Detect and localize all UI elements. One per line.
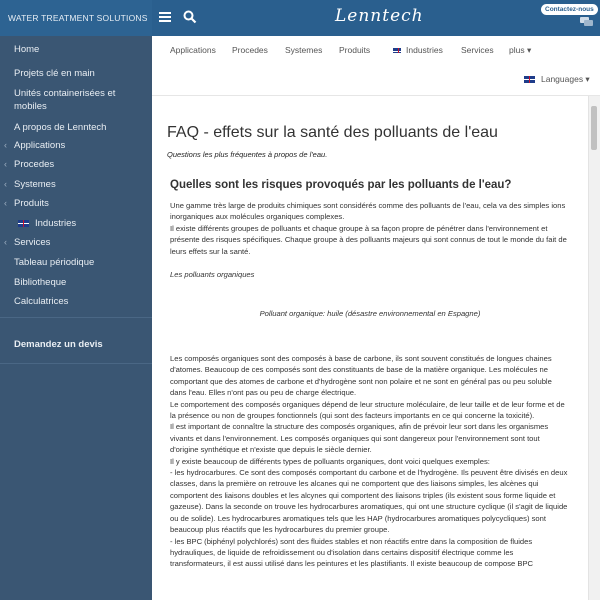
nav-more[interactable]: plus ▾ — [509, 45, 532, 55]
sidebar — [0, 36, 152, 600]
chat-icon[interactable] — [580, 17, 593, 27]
nav-applications[interactable]: Applications — [170, 45, 216, 55]
chevron-left-icon: ‹ — [4, 159, 7, 169]
page-title: FAQ - effets sur la santé des polluants de l'eau — [167, 124, 498, 141]
brand-tagline[interactable]: WATER TREATMENT SOLUTIONS — [0, 0, 152, 36]
sidebar-item-projets[interactable]: Projets clé en main — [14, 68, 95, 79]
top-navigation — [152, 36, 600, 96]
sidebar-item-systemes[interactable]: Systemes — [14, 179, 56, 190]
sidebar-item-industries[interactable] — [18, 217, 150, 230]
nav-systemes[interactable]: Systemes — [285, 45, 323, 55]
sidebar-item-procedes[interactable]: Procedes — [14, 159, 55, 170]
sidebar-divider — [0, 363, 152, 364]
nav-procedes[interactable]: Procedes — [232, 45, 268, 55]
uk-flag-icon — [393, 48, 401, 53]
chevron-left-icon: ‹ — [4, 198, 7, 208]
top-bar — [0, 0, 600, 36]
search-icon[interactable] — [183, 10, 197, 24]
image-caption: Polluant organique: huile (désastre environnemental en Espagne) — [259, 309, 481, 318]
uk-flag-icon — [18, 220, 29, 227]
sidebar-item-produits[interactable]: Produits — [14, 198, 49, 209]
nav-produits[interactable]: Produits — [339, 45, 371, 55]
sidebar-item-a-propos[interactable]: A propos de Lenntech — [14, 122, 107, 133]
sidebar-item-applications[interactable]: Applications — [14, 140, 66, 151]
chevron-left-icon: ‹ — [4, 237, 7, 247]
question-heading: Quelles sont les risques provoqués par les polluants de l'eau? — [170, 179, 512, 191]
menu-icon[interactable] — [159, 12, 171, 22]
language-label: Languages ▾ — [541, 74, 590, 84]
sidebar-item-calculatrices[interactable]: Calculatrices — [14, 296, 69, 307]
nav-label: Industries — [406, 45, 443, 55]
section-label: Les polluants organiques — [170, 270, 255, 279]
language-selector[interactable] — [524, 74, 590, 85]
chevron-left-icon: ‹ — [4, 140, 7, 150]
contact-button[interactable]: Contactez-nous — [541, 4, 598, 15]
sidebar-item-home[interactable]: Home — [14, 44, 40, 55]
page-subtitle: Questions les plus fréquentes à propos de l'eau. — [167, 150, 328, 159]
body-paragraph: Les composés organiques sont des composés à base de carbone, ils sont souvent constitués de longues chaines d'atomes. Beaucoup de ces composés sont des constituants de base de la matière organique. Les molécules ne comportant que des atomes de carbone et d'hydrogène sont non polaire et ne sont en général pas ou peu soluble dans l'eau. Elles n'ont pas ou peu de charge électrique. Le comportement des composés organiques dépend de leur structure moléculaire, de leur taille et de leur forme et de la présence ou non de groupes fonctionnels (qui sont des facteurs importants en ce qui concerne la toxicité). Il est important de connaître la structure des composés organiques, afin de prévoir leur sort dans les organismes vivants et dans l'environnement. Les composés organiques qui sont dangereux pour l'environnement sont tout d'origine synthétique et n'existe que depuis le siècle dernier. Il y existe beaucoup de différents types de polluants organiques, dont voici quelques exemples: - les hydrocarbures. Ce sont des composés comportant du carbone et de l'hydrogène. Ils peuvent être divisés en deux classes, dans la première on retrouve les alcanes qui ne comportent que des liaisons simples, les alcènes qui comportent des liaisons doubles et les alcynes qui comportent des liaisons triples (ils existent sous forme liquide et gazeuse). Dans la seconde on trouve les hydrocarbures aromatiques, qui ont une structure cyclique (il s'agit de liquide ou de solide). Les hydrocarbures aromatiques tels que les HAP (hydrocarbures aromatiques polycycliques) sont beaucoup plus réactifs que les hydrocarbures du premier groupe. - les BPC (biphényl polychlorés) sont des fluides stables et non réactifs entre dans la composition de fluides hydrauliques, de liquide de refroidissement ou d'isolation dans certains dispositif électrique comme les transformateurs, il est aussi utilisé dans les peintures et les plastifiants. Il existe beaucoup de compose BPC — [170, 354, 568, 569]
sidebar-item-bibliotheque[interactable]: Bibliotheque — [14, 277, 67, 288]
sidebar-item-unites[interactable]: Unités containerisées et mobiles — [14, 88, 116, 112]
sidebar-divider — [0, 317, 152, 318]
request-quote-link[interactable]: Demandez un devis — [14, 339, 103, 350]
intro-paragraph: Une gamme très large de produits chimiques sont considérés comme des polluants de l'eau, cela va des simples ions inorganiques aux molécules organiques complexes. Il existe différents groupes de polluants et chaque groupe à sa façon propre de pénétrer dans l'environnement et présente des risques spécifiques. Chaque groupe à des polluants majeurs qui sont connus de tout le monde du fait de leurs effets sur la santé. — [170, 201, 567, 256]
scrollbar[interactable] — [588, 96, 600, 600]
main-content — [152, 96, 588, 600]
sidebar-item-label: Industries — [35, 218, 77, 229]
sidebar-item-tableau[interactable]: Tableau périodique — [14, 257, 95, 268]
lenntech-logo[interactable]: Lenntech — [335, 6, 424, 26]
scrollbar-thumb[interactable] — [591, 106, 597, 150]
nav-services[interactable]: Services — [461, 45, 494, 55]
sidebar-item-services[interactable]: Services — [14, 237, 51, 248]
chevron-left-icon: ‹ — [4, 179, 7, 189]
uk-flag-icon — [524, 76, 535, 83]
nav-industries[interactable] — [393, 45, 443, 55]
